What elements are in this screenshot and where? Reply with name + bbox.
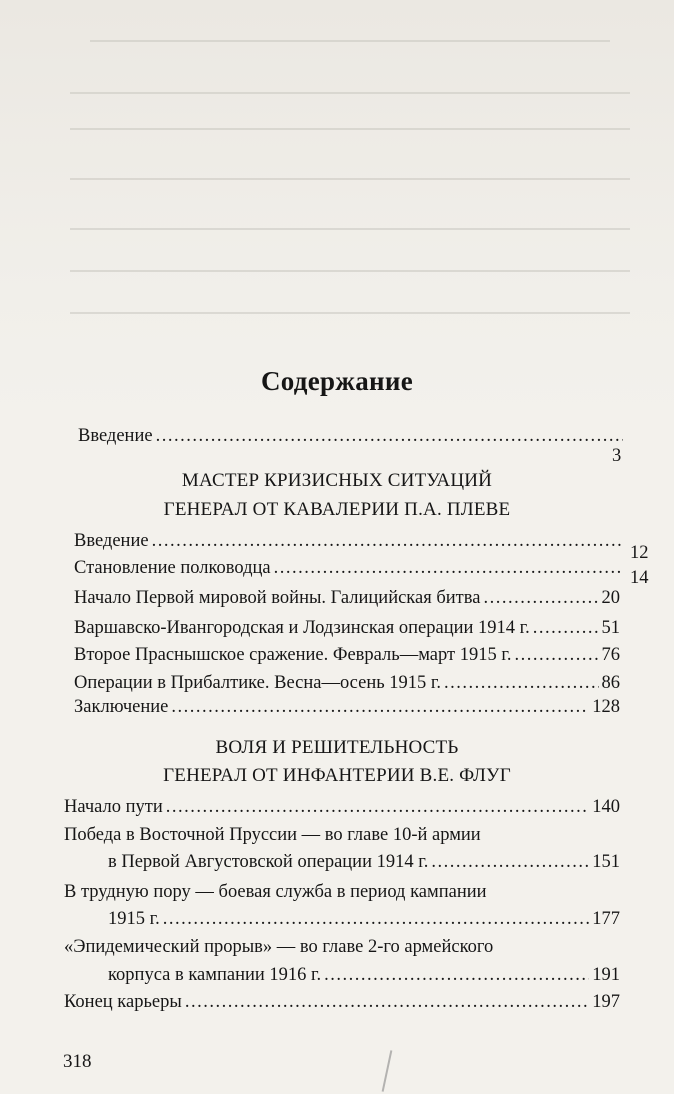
toc-entry-label: Варшавско-Ивангородская и Лодзинская операции 1914 г. bbox=[74, 618, 530, 638]
toc-entry-label: Введение bbox=[78, 426, 153, 446]
leader-dots bbox=[324, 965, 589, 986]
toc-entry-label-line-2: в Первой Августовской операции 1914 г. bbox=[108, 852, 429, 872]
bleed-through-line bbox=[70, 92, 630, 94]
toc-entry-page: 51 bbox=[601, 618, 620, 638]
leader-dots bbox=[444, 673, 598, 694]
toc-entry-label-line-2: 1915 г. bbox=[108, 909, 160, 929]
leader-dots bbox=[514, 645, 598, 666]
bleed-through-line bbox=[70, 128, 630, 130]
toc-entry[interactable] bbox=[74, 618, 620, 644]
page-number: 318 bbox=[63, 1051, 92, 1072]
toc-entry[interactable] bbox=[74, 697, 620, 723]
leader-dots bbox=[431, 852, 589, 873]
pen-mark bbox=[382, 1050, 393, 1091]
toc-entry-page: 177 bbox=[592, 909, 620, 929]
toc-entry-page: 151 bbox=[592, 852, 620, 872]
toc-entry-page: 3 bbox=[612, 446, 622, 466]
toc-entry-label: Начало Первой мировой войны. Галицийская битва bbox=[74, 588, 481, 608]
toc-entry-label[interactable]: Победа в Восточной Пруссии — во главе 10-й армии bbox=[64, 825, 481, 845]
toc-entry-page: 86 bbox=[601, 673, 620, 693]
toc-entry-label: Заключение bbox=[74, 697, 169, 717]
toc-entry[interactable] bbox=[74, 558, 626, 584]
toc-entry-page: 14 bbox=[630, 568, 649, 588]
leader-dots bbox=[533, 618, 599, 639]
toc-entry-label-line-2: корпуса в кампании 1916 г. bbox=[108, 965, 322, 985]
contents-title: Содержание bbox=[260, 366, 414, 396]
section-heading-line-2: ГЕНЕРАЛ ОТ КАВАЛЕРИИ П.А. ПЛЕВЕ bbox=[163, 499, 511, 520]
toc-entry[interactable] bbox=[74, 588, 620, 614]
toc-entry-page: 197 bbox=[592, 992, 620, 1012]
toc-entry-continuation[interactable] bbox=[108, 909, 620, 935]
leader-dots bbox=[274, 558, 623, 579]
bleed-through-line bbox=[90, 40, 610, 42]
toc-entry-page: 20 bbox=[601, 588, 620, 608]
toc-entry-label: Конец карьеры bbox=[64, 992, 182, 1012]
toc-entry-label: Второе Праснышское сражение. Февраль—март 1915 г. bbox=[74, 645, 512, 665]
toc-entry[interactable] bbox=[64, 992, 620, 1018]
toc-entry-page: 128 bbox=[592, 697, 620, 717]
bleed-through-area bbox=[0, 0, 674, 420]
leader-dots bbox=[483, 588, 598, 609]
toc-entry-page: 191 bbox=[592, 965, 620, 985]
toc-entry-label: Начало пути bbox=[64, 797, 163, 817]
bleed-through-line bbox=[70, 178, 630, 180]
toc-entry-label: Становление полководца bbox=[74, 558, 271, 578]
toc-entry[interactable] bbox=[74, 645, 620, 671]
toc-entry-continuation[interactable] bbox=[108, 852, 620, 878]
leader-dots bbox=[163, 909, 589, 930]
toc-entry[interactable] bbox=[74, 673, 620, 699]
toc-entry-continuation[interactable] bbox=[108, 965, 620, 991]
bleed-through-line bbox=[70, 270, 630, 272]
toc-entry-label[interactable]: В трудную пору — боевая служба в период кампании bbox=[64, 882, 487, 902]
leader-dots bbox=[185, 992, 589, 1013]
toc-entry-label[interactable]: «Эпидемический прорыв» — во главе 2-го армейского bbox=[64, 937, 494, 957]
toc-entry-page: 140 bbox=[592, 797, 620, 817]
section-heading-line-2: ГЕНЕРАЛ ОТ ИНФАНТЕРИИ В.Е. ФЛУГ bbox=[163, 765, 511, 786]
bleed-through-line bbox=[70, 228, 630, 230]
toc-entry-label: Операции в Прибалтике. Весна—осень 1915 г. bbox=[74, 673, 442, 693]
section-heading-line-1: ВОЛЯ И РЕШИТЕЛЬНОСТЬ bbox=[215, 737, 459, 758]
toc-entry[interactable] bbox=[74, 531, 626, 557]
leader-dots bbox=[171, 697, 589, 718]
bleed-through-line bbox=[70, 312, 630, 314]
toc-entry-page: 76 bbox=[601, 645, 620, 665]
leader-dots bbox=[156, 426, 623, 447]
toc-entry-intro[interactable] bbox=[78, 426, 626, 452]
toc-entry[interactable] bbox=[64, 797, 620, 823]
section-heading-line-1: МАСТЕР КРИЗИСНЫХ СИТУАЦИЙ bbox=[181, 470, 493, 491]
leader-dots bbox=[152, 531, 623, 552]
leader-dots bbox=[166, 797, 589, 818]
toc-entry-page: 12 bbox=[630, 543, 649, 563]
toc-entry-label: Введение bbox=[74, 531, 149, 551]
